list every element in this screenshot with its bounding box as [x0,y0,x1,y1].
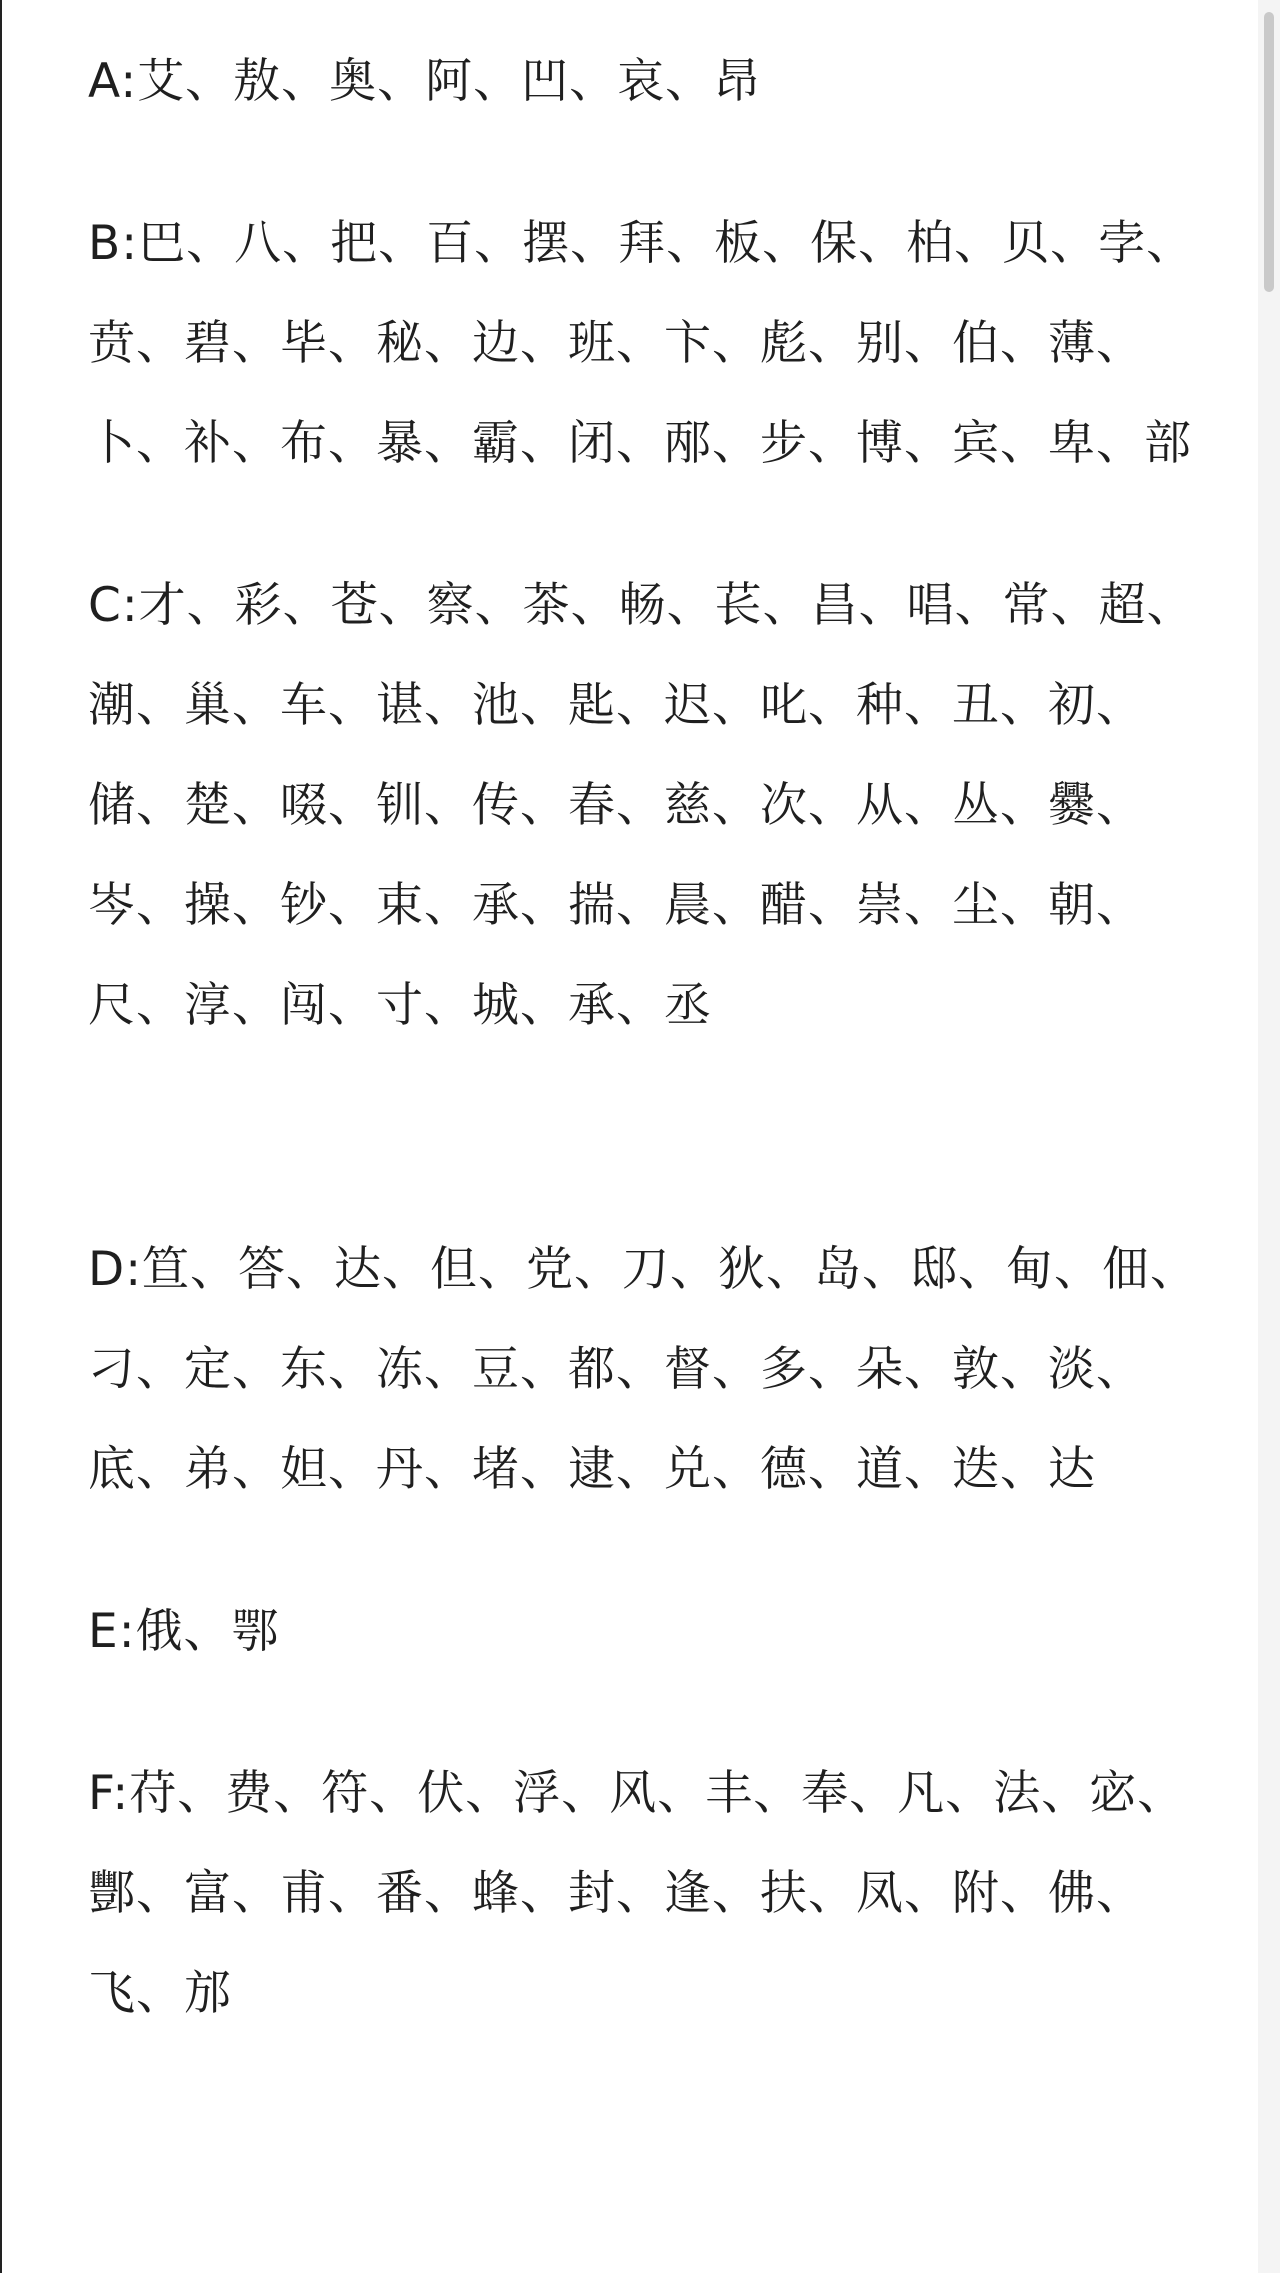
spacer [88,1520,1208,1582]
spacer [88,132,1208,194]
scrollbar[interactable] [1258,0,1280,2273]
spacer [88,1682,1208,1744]
section-a: A:艾、敖、奥、阿、凹、哀、昂 [88,54,762,109]
section-c: C:才、彩、苍、察、茶、畅、苌、昌、唱、常、超、潮、巢、车、谌、池、匙、迟、叱、种、丑、初、储、楚、啜、钏、传、春、慈、次、从、丛、爨、岑、操、钞、束、承、揣、晨、醋、崇、尘、朝、尺、淳、闯、寸、城、承、丞 [88,578,1195,1033]
scrollbar-thumb[interactable] [1264,12,1274,292]
section-b: B:巴、八、把、百、摆、拜、板、保、柏、贝、孛、贲、碧、毕、秘、边、班、卞、彪、别、伯、薄、卜、补、布、暴、霸、闭、邴、步、博、宾、卑、部 [88,216,1195,471]
spacer [88,494,1208,556]
spacer [88,1056,1208,1220]
surname-list [88,32,1208,2044]
section-f: F:苻、费、符、伏、浮、风、丰、奉、凡、法、宓、酆、富、甫、番、蜂、封、逢、扶、凤、附、佛、飞、邡 [88,1766,1186,2021]
section-e: E:俄、鄂 [88,1604,280,1659]
section-d: D:笪、答、达、但、党、刀、狄、岛、邸、甸、佃、刁、定、东、冻、豆、都、督、多、朵、敦、淡、底、弟、妲、丹、堵、逮、兑、德、道、迭、达 [88,1242,1199,1497]
